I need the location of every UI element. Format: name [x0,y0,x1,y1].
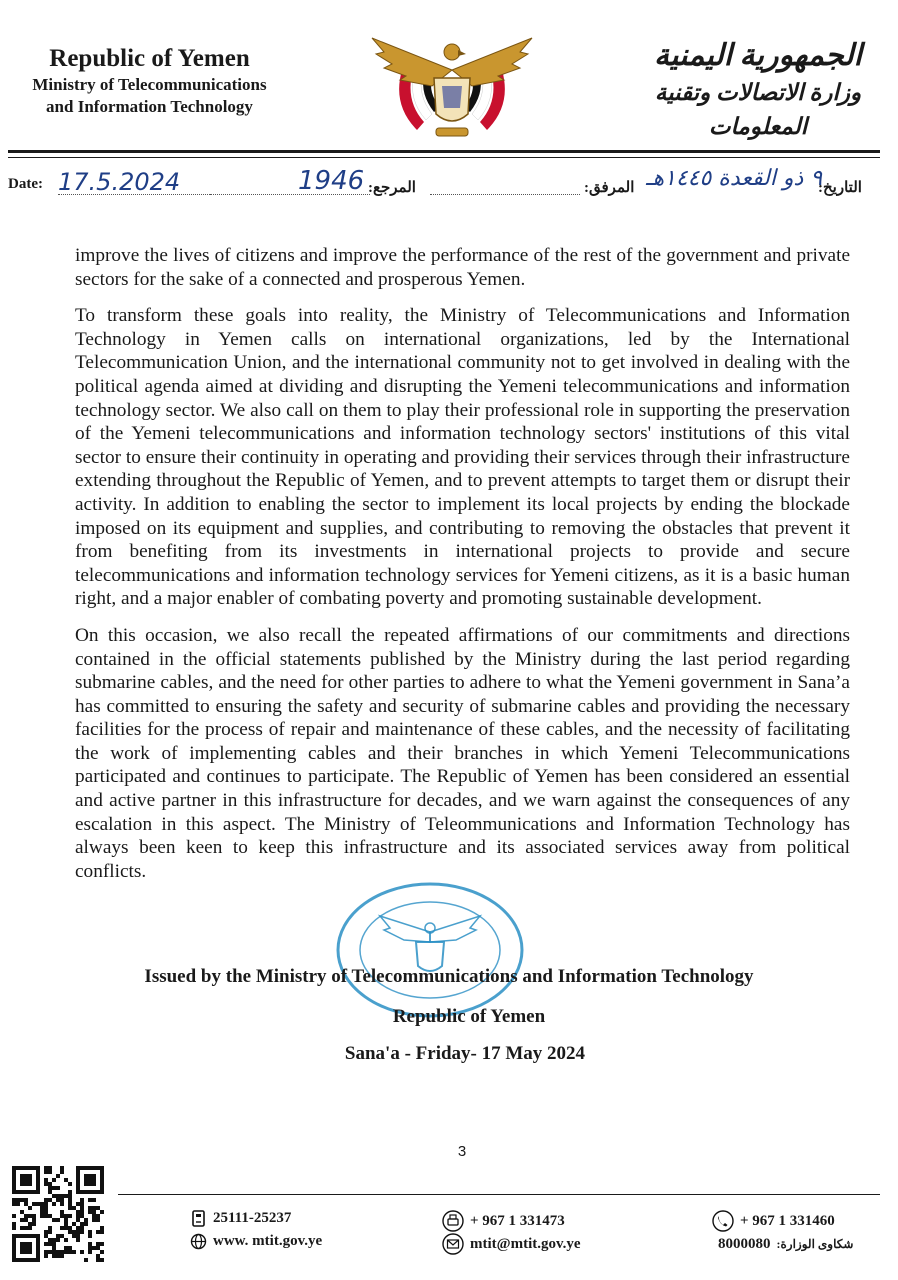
header-divider-thick [8,150,880,153]
issue-place-date: Sana'a - Friday- 17 May 2024 [344,1043,586,1064]
footer-fax [442,1210,565,1232]
footer-email [442,1233,581,1255]
paragraph-3: On this occasion, we also recall the repeated affirmations of our commitments and directions contained in the official statements published by the Ministry during the last period regarding submarine cables, and the need for other parties to adhere to what the Yemeni government in Sana’a has committed to ensuring the safety and security of submarine cables and providing the necessary facilities for the process of repair and maintenance of these cables, and the necessity of facilitating the work of implementing cables and their branches in which Yemeni Telecommunications participated and continues to participate. The Republic of Yemen has been considered an essential and active partner in this infrastructure for decades, and we warn against the consequences of any escalation in this aspect. The Ministry of Teleommunications and Information Technology has always been keen to keep this infrastructure and its associated services away from political conflicts. [75,624,850,882]
footer-po-box [190,1210,291,1227]
globe-icon [190,1233,207,1250]
ministry-name-en-line2: and Information Technology [46,97,253,116]
letter-body [75,244,850,896]
footer-website [190,1233,322,1250]
issuer-line: Issued by the Ministry of Telecommunications and Information Technology [144,966,754,987]
footer-complaints [718,1236,853,1253]
attachment-dotline [430,194,580,195]
complaints-number: 8000080 [718,1236,771,1252]
date-label-ar: التاريخ: [818,180,862,196]
header-divider-thin [8,157,880,158]
country-name-en: Republic of Yemen [49,45,250,72]
fax-icon [442,1210,464,1232]
hijri-date-value: ٩ ذو القعدة ١٤٤٥هـ [646,166,823,191]
date-value: 17.5.2024 [58,168,181,196]
ministry-name-en-line1: Ministry of Telecommunications [32,75,267,94]
qr-code-icon [12,1166,104,1262]
phone-icon [712,1210,734,1232]
fax-number: + 967 1 331473 [470,1212,565,1229]
paragraph-2: To transform these goals into reality, the Ministry of Telecommunications and Information Technology in Yemen calls on international organizations, led by the International Telecommunication Union, and the international community not to get involved in dealing with the political agenda aimed at dividing and disrupting the Yemeni telecommunications and information technology sector. We also call on them to play their professional role in supporting the preservation of the Yemeni telecommunications and information technology sectors' institutions of this vital sector to ensure their continuity in operating and providing their services through their infrastructure extending throughout the Republic of Yemen, and to prevent attempts to target them or disrupt their activity. In addition to enabling the sector to implement its local projects by ending the blockade imposed on its equipment and supplies, and contributing to removing the obstacles that prevent it from benefiting from its investments in international projects to provide and secure telecommunications and information technology services for Yemeni citizens, as it is a basic human right, and a major enabler of combating poverty and promoting sustainable development. [75,305,850,610]
country-name-ar: الجمهورية اليمنية [654,39,862,72]
footer-phone [712,1210,835,1232]
email-address[interactable]: mtit@mtit.gov.ye [470,1235,581,1252]
issuer-country: Republic of Yemen [392,1006,546,1027]
page-number: 3 [457,1143,467,1160]
footer-divider [118,1194,880,1195]
ministry-name-ar: وزارة الاتصالات وتقنية المعلومات [654,80,862,139]
date-label: Date: [8,176,43,192]
header-english [12,44,287,118]
attachment-label: المرفق: [584,180,635,196]
reference-label: المرجع: [368,180,416,196]
reference-value: 1946 [298,166,365,196]
stamp-seal-icon [334,880,526,1020]
po-box-number: 25111-25237 [213,1210,292,1226]
header-arabic [638,36,878,144]
complaints-label: شكاوى الوزارة: [776,1237,854,1251]
website-link[interactable]: www. mtit.gov.ye [213,1233,323,1249]
reference-dotline [210,194,370,195]
email-icon [442,1233,464,1255]
eagle-emblem-icon [362,30,542,150]
paragraph-1: improve the lives of citizens and improve the performance of the rest of the government and private sectors for the sake of a connected and prosperous Yemen. [75,245,850,290]
mailbox-icon [190,1210,207,1227]
phone-number: + 967 1 331460 [740,1212,835,1229]
